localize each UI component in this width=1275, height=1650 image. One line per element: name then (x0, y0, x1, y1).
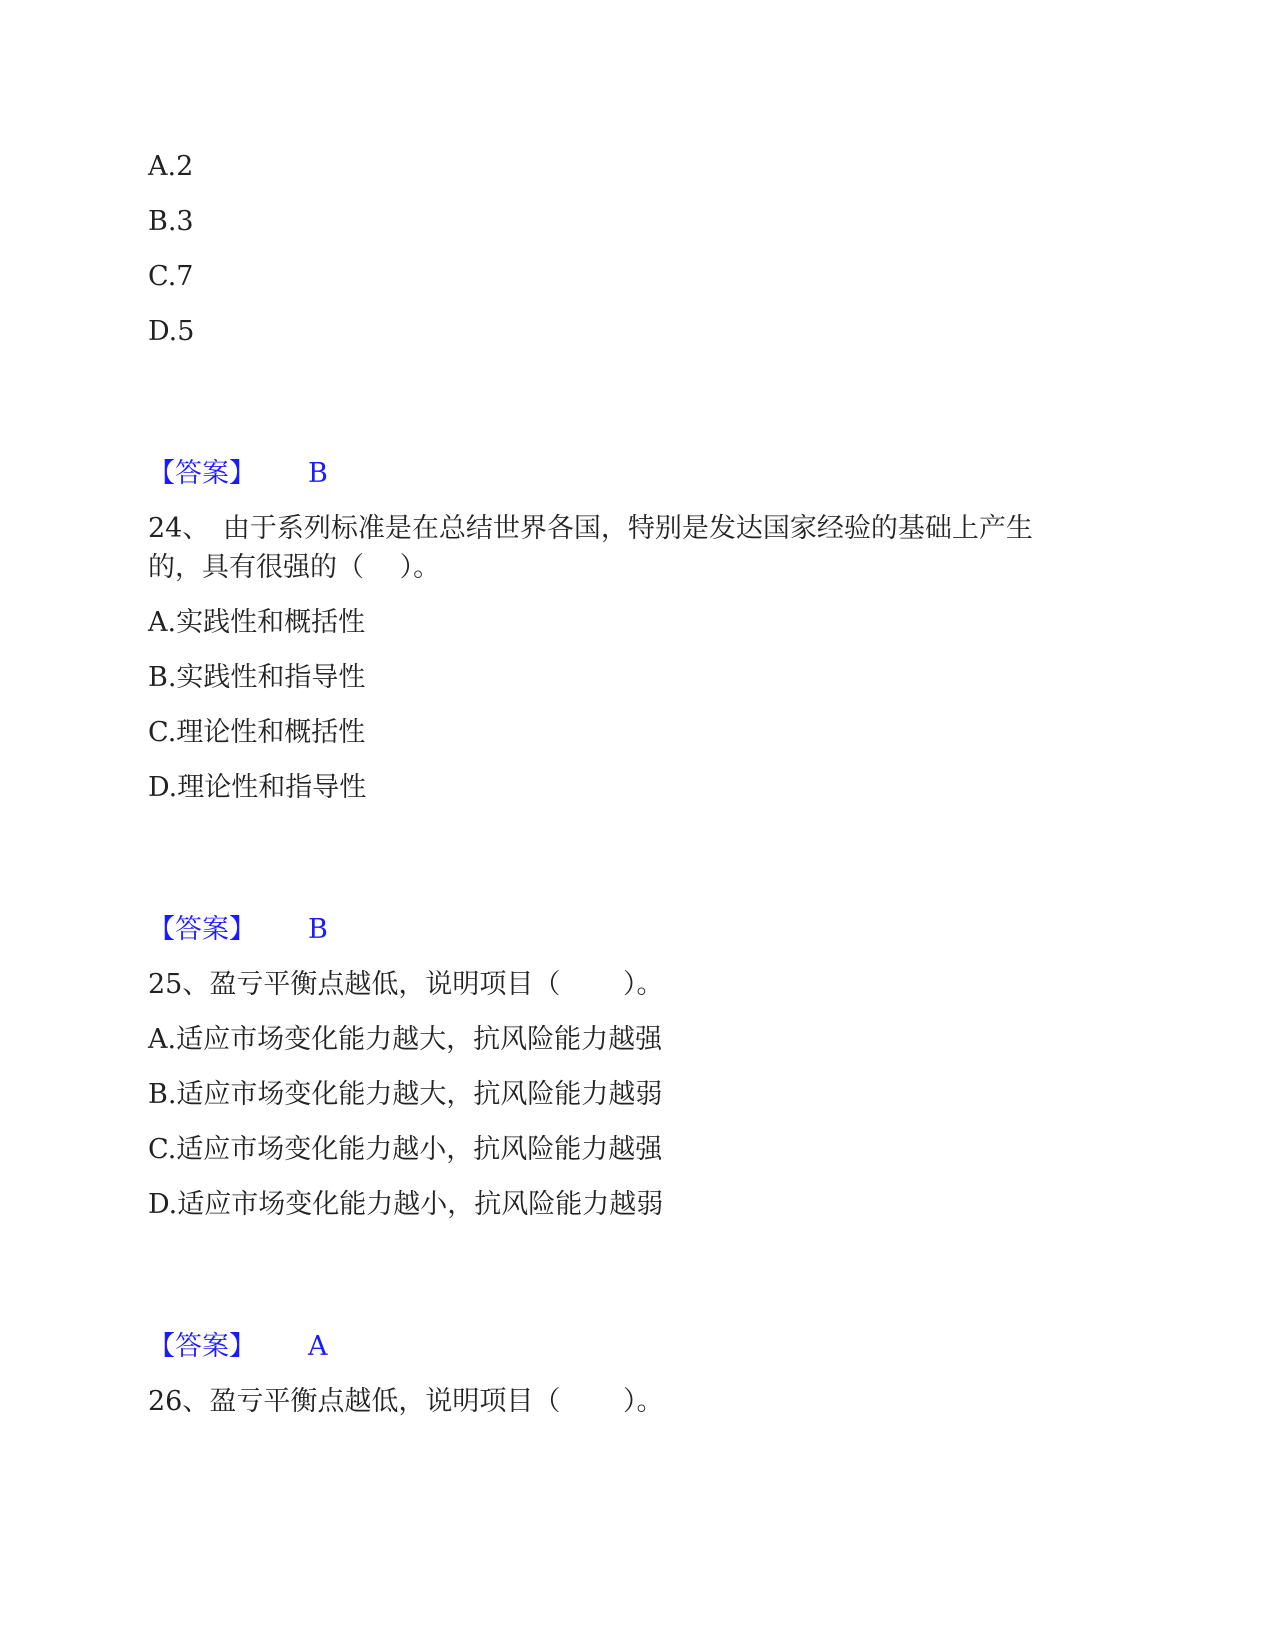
q23-option-b: B.3 (148, 206, 194, 237)
q25-answer (148, 1330, 328, 1364)
q23-option-a: A.2 (148, 151, 194, 182)
q25-stem: 25、盈亏平衡点越低，说明项目（ ）。 (148, 969, 664, 1000)
answer-label: 【答案】 (148, 1331, 256, 1362)
q25-option-b: B.适应市场变化能力越大，抗风险能力越弱 (148, 1079, 663, 1110)
q26-stem: 26、盈亏平衡点越低，说明项目（ ）。 (148, 1386, 664, 1417)
q24-option-b: B.实践性和指导性 (148, 662, 366, 693)
q25-option-c: C.适应市场变化能力越小，抗风险能力越强 (148, 1134, 663, 1165)
q24-option-d: D.理论性和指导性 (148, 772, 367, 803)
q24-option-c: C.理论性和概括性 (148, 717, 366, 748)
answer-label: 【答案】 (148, 914, 256, 945)
q25-option-a: A.适应市场变化能力越大，抗风险能力越强 (148, 1024, 663, 1055)
q25-option-d: D.适应市场变化能力越小，抗风险能力越弱 (148, 1189, 664, 1220)
answer-value: B (308, 458, 328, 489)
q23-option-d: D.5 (148, 316, 195, 347)
q24-stem-line1: 24、 由于系列标准是在总结世界各国，特别是发达国家经验的基础上产生 (148, 513, 1033, 544)
q24-answer (148, 913, 328, 947)
q24-stem-line2: 的，具有很强的（ ）。 (148, 552, 441, 583)
q24-option-a: A.实践性和概括性 (148, 607, 366, 638)
answer-label: 【答案】 (148, 458, 256, 489)
q23-answer (148, 457, 328, 491)
q23-option-c: C.7 (148, 261, 194, 292)
answer-value: A (308, 1331, 328, 1362)
answer-value: B (308, 914, 328, 945)
